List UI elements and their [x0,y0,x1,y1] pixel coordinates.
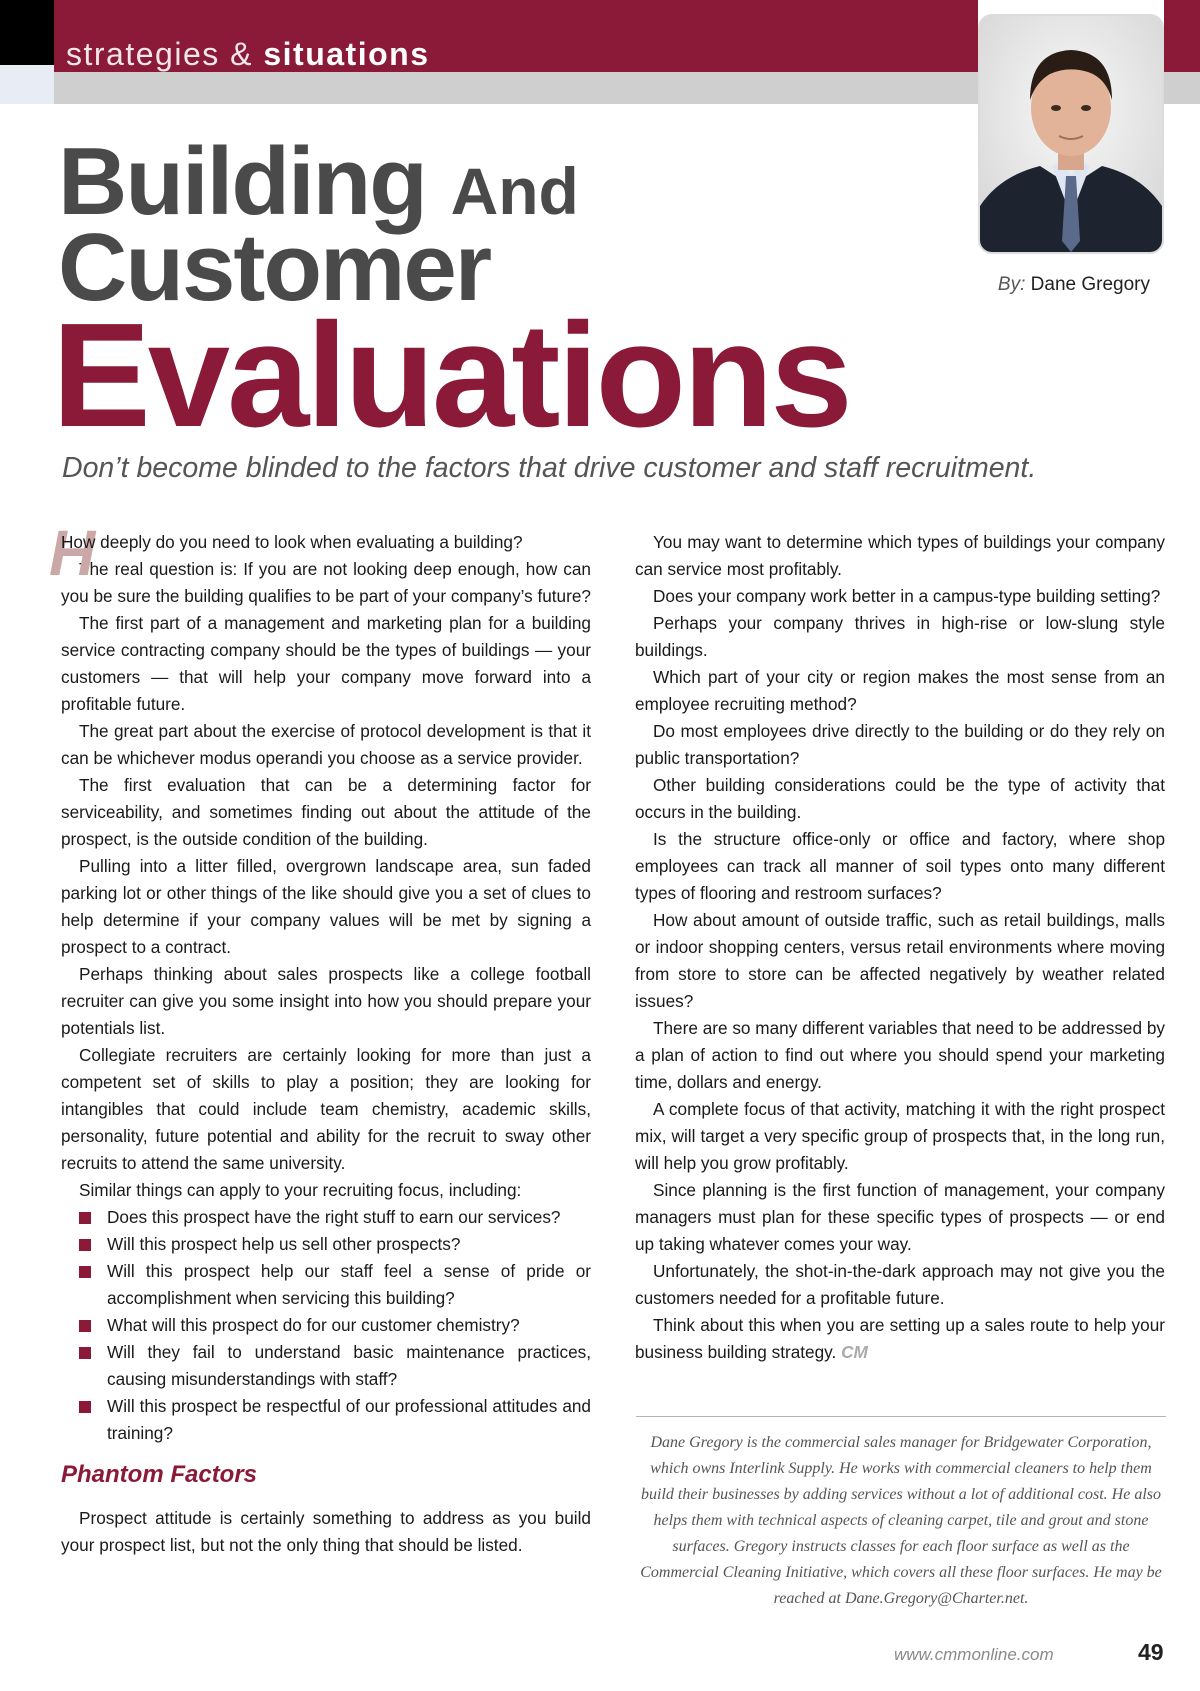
paragraph: There are so many different variables that need to be addressed by a plan of action to find out where you should spend your marketing time, dollars and energy. [635,1018,1165,1092]
section-label-light: strategies & [66,36,253,72]
bullet-item: Will they fail to understand basic maintenance practices, causing misunderstandings with staff? [61,1339,591,1393]
bullet-item: Will this prospect help us sell other prospects? [61,1231,591,1258]
last-paragraph-text: Think about this when you are setting up a sales route to help your business building strategy. [635,1315,1165,1362]
header-gray-strip-right [1164,72,1200,104]
paragraph: Pulling into a litter filled, overgrown landscape area, sun faded parking lot or other things of the like should give you a set of clues to help determine if your company values will be met by signing a prospect to a contract. [61,856,591,957]
dropcap: H [49,517,96,589]
paragraph: How about amount of outside traffic, such as retail buildings, malls or indoor shopping centers, versus retail environments where moving from store to store can be affected negatively by weather related issues? [635,910,1165,1011]
section-label [66,36,429,73]
page-number: 49 [1138,1639,1164,1665]
byline-author: Dane Gregory [1030,274,1150,295]
bullet-item: Will this prospect be respectful of our professional attitudes and training? [61,1393,591,1447]
byline [990,274,1150,296]
paragraph: Other building considerations could be the type of activity that occurs in the building. [635,775,1165,822]
subhead-phantom-factors: Phantom Factors [61,1461,258,1488]
author-photo [978,14,1164,254]
footer-url: www.cmmonline.com [894,1645,1054,1664]
title-line-3: Evaluations [52,293,850,458]
paragraph: Similar things can apply to your recruiting focus, including: [79,1180,522,1200]
bullet-item: What will this prospect do for our customer chemistry? [61,1312,591,1339]
bullet-item: Does this prospect have the right stuff to earn our services? [61,1204,591,1231]
paragraph: The great part about the exercise of protocol development is that it can be whichever modus operandi you choose as a service provider. [61,721,591,768]
left-column [49,517,591,1559]
paragraph: Unfortunately, the shot-in-the-dark approach may not give you the customers needed for a profitable future. [635,1261,1165,1308]
header-gray-strip [54,72,978,104]
paragraph: Which part of your city or region makes the most sense from an employee recruiting method? [635,667,1165,714]
paragraph: Does your company work better in a campus-type building setting? [653,586,1161,606]
paragraph: The first evaluation that can be a determining factor for serviceability, and sometimes finding out about the attitude of the prospect, is the outside condition of the building. [61,775,591,849]
bio-divider [636,1416,1166,1417]
author-bio: Dane Gregory is the commercial sales manager for Bridgewater Corporation, which owns Interlink Supply. He works with commercial cleaners to help them build their businesses by adding services without a lot of additional cost. He also helps them with technical aspects of cleaning carpet, tile and grout and stone surfaces. Gregory instructs classes for each floor surface as well as the Commercial Cleaning Initiative, which covers all these floor surfaces. He may be reached at Dane.Gregory@Charter.net. [640,1434,1162,1607]
paragraph: Prospect attitude is certainly something to address as you build your prospect list, but not the only thing that should be listed. [61,1508,591,1555]
author-portrait-image [980,16,1162,252]
bullet-item: Will this prospect help our staff feel a sense of pride or accomplishment when servicing this building? [61,1258,591,1312]
bullet-list [61,1204,591,1447]
paragraph: Perhaps thinking about sales prospects like a college football recruiter can give you some insight into how you should prepare your potentials list. [61,964,591,1038]
last-paragraph [635,1312,1165,1366]
title-building: Building [58,128,426,235]
paragraph: You may want to determine which types of buildings your company can service most profitably. [635,532,1165,579]
corner-block-light [0,65,54,104]
end-mark: CM [841,1342,868,1362]
right-column [635,529,1165,1366]
paragraph: Since planning is the first function of management, your company managers must plan for these specific types of prospects — or end up taking whatever comes your way. [635,1180,1165,1254]
section-label-bold: situations [263,36,430,72]
title-and: And [450,154,579,228]
paragraph: Is the structure office-only or office and factory, where shop employees can track all manner of soil types onto many different types of flooring and restroom surfaces? [635,829,1165,903]
paragraph: Perhaps your company thrives in high-rise or low-slung style buildings. [635,613,1165,660]
byline-label: By: [997,274,1026,295]
first-paragraph-text: How deeply do you need to look when evaluating a building? [61,532,523,552]
paragraph: The first part of a management and marketing plan for a building service contracting company should be the types of buildings — your customers — that will help your company move forward into a profitable future. [61,613,591,714]
paragraph: Do most employees drive directly to the building or do they rely on public transportation? [635,721,1165,768]
title-line-2: Customer [58,214,491,321]
article-subtitle: Don’t become blinded to the factors that drive customer and staff recruitment. [62,452,1037,484]
paragraph: A complete focus of that activity, matching it with the right prospect mix, will target a very specific group of prospects that, in the long run, will help you grow profitably. [635,1099,1165,1173]
paragraph: The real question is: If you are not looking deep enough, how can you be sure the building qualifies to be part of your company’s future? [61,559,591,606]
paragraph: Collegiate recruiters are certainly looking for more than just a competent set of skills to play a position; they are looking for intangibles that could include team chemistry, academic skills, personality, future potential and ability for the recruit to sway other recruits to attend the same university. [61,1045,591,1173]
header-band-right [1164,0,1200,72]
corner-block [0,0,54,65]
